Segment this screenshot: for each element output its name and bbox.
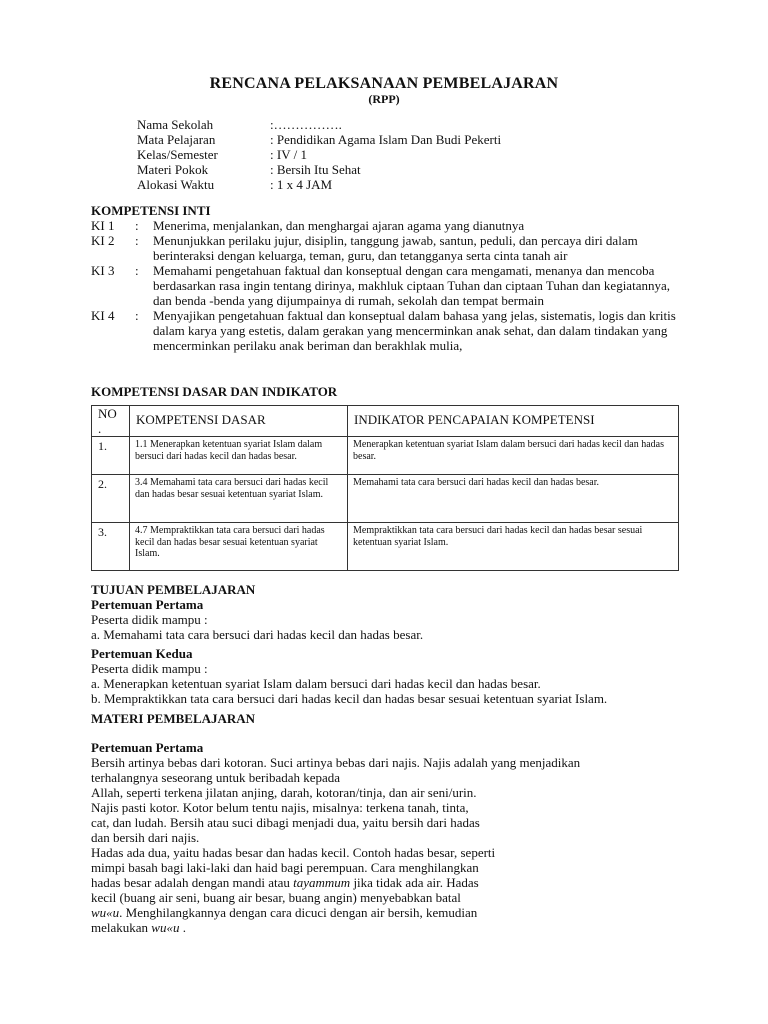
materi-subheading: Pertemuan Pertama bbox=[91, 740, 204, 755]
materi-body bbox=[91, 740, 580, 935]
tujuan-section bbox=[91, 582, 423, 642]
materi-text: melakukan bbox=[91, 920, 152, 935]
tujuan-item: a. Menerapkan ketentuan syariat Islam dalam bersuci dari hadas kecil dan hadas besar. bbox=[91, 676, 541, 691]
document-title: RENCANA PELAKSANAAN PEMBELAJARAN bbox=[209, 75, 559, 92]
materi-italic-term: tayammum bbox=[293, 875, 351, 890]
ki-item bbox=[91, 218, 683, 233]
column-header-kompetensi-dasar: KOMPETENSI DASAR bbox=[130, 406, 348, 437]
row-number: 2. bbox=[92, 475, 130, 523]
identity-block bbox=[137, 117, 501, 192]
row-kompetensi-dasar: 1.1 Menerapkan ketentuan syariat Islam dalam bersuci dari hadas kecil dan hadas besar. bbox=[130, 437, 348, 475]
tujuan-item: b. Mempraktikkan tata cara bersuci dari hadas kecil dan hadas besar sesuai ketentuan syariat Islam. bbox=[91, 691, 608, 706]
table-header-row bbox=[92, 406, 679, 437]
column-header-no: NO . bbox=[92, 406, 130, 437]
table-row bbox=[92, 523, 679, 571]
ki-separator: : bbox=[135, 308, 139, 323]
identity-label: Mata Pelajaran bbox=[137, 132, 216, 147]
table-row bbox=[92, 475, 679, 523]
row-indikator: Memahami tata cara bersuci dari hadas kecil dan hadas besar. bbox=[348, 475, 679, 523]
materi-line: Hadas ada dua, yaitu hadas besar dan hadas kecil. Contoh hadas besar, seperti bbox=[91, 845, 496, 860]
kompetensi-inti-section bbox=[91, 203, 683, 353]
materi-line: cat, dan ludah. Bersih atau suci dibagi menjadi dua, yaitu bersih dari hadas bbox=[91, 815, 480, 830]
row-indikator: Mempraktikkan tata cara bersuci dari hadas kecil dan hadas besar sesuai ketentuan syariat Islam. bbox=[348, 523, 679, 571]
tujuan-item: a. Memahami tata cara bersuci dari hadas kecil dan hadas besar. bbox=[91, 627, 424, 642]
materi-text: jika tidak ada air. Hadas bbox=[350, 875, 479, 890]
materi-heading: MATERI PEMBELAJARAN bbox=[91, 711, 256, 726]
materi-line: kecil (buang air seni, buang air besar, buang angin) menyebabkan batal bbox=[91, 890, 461, 905]
document-subtitle: (RPP) bbox=[368, 92, 400, 106]
row-kompetensi-dasar: 3.4 Memahami tata cara bersuci dari hadas kecil dan hadas besar sesuai ketentuan syariat Islam. bbox=[130, 475, 348, 523]
row-indikator: Menerapkan ketentuan syariat Islam dalam bersuci dari hadas kecil dan hadas besar. bbox=[348, 437, 679, 475]
ki-code: KI 1 bbox=[91, 218, 115, 233]
identity-label: Alokasi Waktu bbox=[137, 177, 215, 192]
materi-line bbox=[91, 920, 580, 935]
ki-item bbox=[91, 308, 683, 353]
identity-value: : 1 x 4 JAM bbox=[270, 177, 333, 192]
row-kompetensi-dasar: 4.7 Mempraktikkan tata cara bersuci dari hadas kecil dan hadas besar sesuai ketentuan syariat Islam. bbox=[130, 523, 348, 571]
identity-row bbox=[137, 162, 501, 177]
column-header-indikator: INDIKATOR PENCAPAIAN KOMPETENSI bbox=[348, 406, 679, 437]
identity-label: Nama Sekolah bbox=[137, 117, 214, 132]
ki-separator: : bbox=[135, 233, 139, 248]
tujuan-intro: Peserta didik mampu : bbox=[91, 661, 208, 676]
identity-row bbox=[137, 117, 501, 132]
ki-text: Menerima, menjalankan, dan menghargai ajaran agama yang dianutnya bbox=[153, 218, 525, 233]
pertemuan-kedua-heading: Pertemuan Kedua bbox=[91, 646, 193, 661]
ki-separator: : bbox=[135, 218, 139, 233]
kompetensi-dasar-heading: KOMPETENSI DASAR DAN INDIKATOR bbox=[91, 384, 338, 399]
ki-code: KI 4 bbox=[91, 308, 115, 323]
identity-label: Kelas/Semester bbox=[137, 147, 218, 162]
ki-item bbox=[91, 233, 683, 263]
materi-line: Allah, seperti terkena jilatan anjing, darah, kotoran/tinja, dan air seni/urin. bbox=[91, 785, 477, 800]
row-number: 1. bbox=[92, 437, 130, 475]
materi-line: Najis pasti kotor. Kotor belum tentu najis, misalnya: terkena tanah, tinta, bbox=[91, 800, 469, 815]
materi-line bbox=[91, 905, 580, 920]
ki-text: Menyajikan pengetahuan faktual dan konseptual dalam bahasa yang jelas, sistematis, logis dan kritis dalam karya yang estetis, dalam gerakan yang mencerminkan anak sehat, dan dalam tindakan yang mencerminkan perilaku anak beriman dan berakhlak mulia, bbox=[153, 308, 676, 353]
table-row bbox=[92, 437, 679, 475]
materi-italic-term: wu«u bbox=[151, 920, 180, 935]
tujuan-intro: Peserta didik mampu : bbox=[91, 612, 208, 627]
ki-text: Menunjukkan perilaku jujur, disiplin, tanggung jawab, santun, peduli, dan percaya diri dalam berinteraksi dengan keluarga, teman, guru, dan tetangganya serta cinta tanah air bbox=[153, 233, 638, 263]
ki-text: Memahami pengetahuan faktual dan konseptual dengan cara mengamati, menanya dan mencoba berdasarkan rasa ingin tentang dirinya, makhluk ciptaan Tuhan dan ciptaan Tuhan dan kegiatannya, dan benda -benda yang dijumpainya di rumah, sekolah dan tempat bermain bbox=[153, 263, 670, 308]
ki-code: KI 2 bbox=[91, 233, 115, 248]
materi-line: dan bersih dari najis. bbox=[91, 830, 200, 845]
identity-label: Materi Pokok bbox=[137, 162, 209, 177]
tujuan-heading: TUJUAN PEMBELAJARAN bbox=[91, 582, 256, 597]
materi-text: . bbox=[179, 920, 186, 935]
identity-value: :……………. bbox=[270, 117, 342, 132]
ki-separator: : bbox=[135, 263, 139, 278]
identity-row bbox=[137, 147, 501, 162]
pertemuan-pertama-heading: Pertemuan Pertama bbox=[91, 597, 204, 612]
tujuan-pertemuan-kedua bbox=[91, 646, 607, 706]
materi-text: . Menghilangkannya dengan cara dicuci dengan air bersih, kemudian bbox=[119, 905, 478, 920]
identity-value: : Pendidikan Agama Islam Dan Budi Pekerti bbox=[270, 132, 502, 147]
identity-row bbox=[137, 132, 501, 147]
identity-row bbox=[137, 177, 501, 192]
kompetensi-inti-heading: KOMPETENSI INTI bbox=[91, 203, 211, 218]
materi-line bbox=[91, 875, 580, 890]
materi-line: Bersih artinya bebas dari kotoran. Suci artinya bebas dari najis. Najis adalah yang menjadikan bbox=[91, 755, 581, 770]
materi-text: hadas besar adalah dengan mandi atau bbox=[91, 875, 294, 890]
kompetensi-dasar-table bbox=[91, 405, 679, 571]
ki-code: KI 3 bbox=[91, 263, 115, 278]
row-number: 3. bbox=[92, 523, 130, 571]
identity-value: : Bersih Itu Sehat bbox=[270, 162, 361, 177]
ki-item bbox=[91, 263, 683, 308]
materi-line: mimpi basah bagi laki-laki dan haid bagi perempuan. Cara menghilangkan bbox=[91, 860, 479, 875]
materi-line: terhalangnya seseorang untuk beribadah kepada bbox=[91, 770, 341, 785]
identity-value: : IV / 1 bbox=[270, 147, 307, 162]
materi-italic-term: wu«u bbox=[91, 905, 120, 920]
